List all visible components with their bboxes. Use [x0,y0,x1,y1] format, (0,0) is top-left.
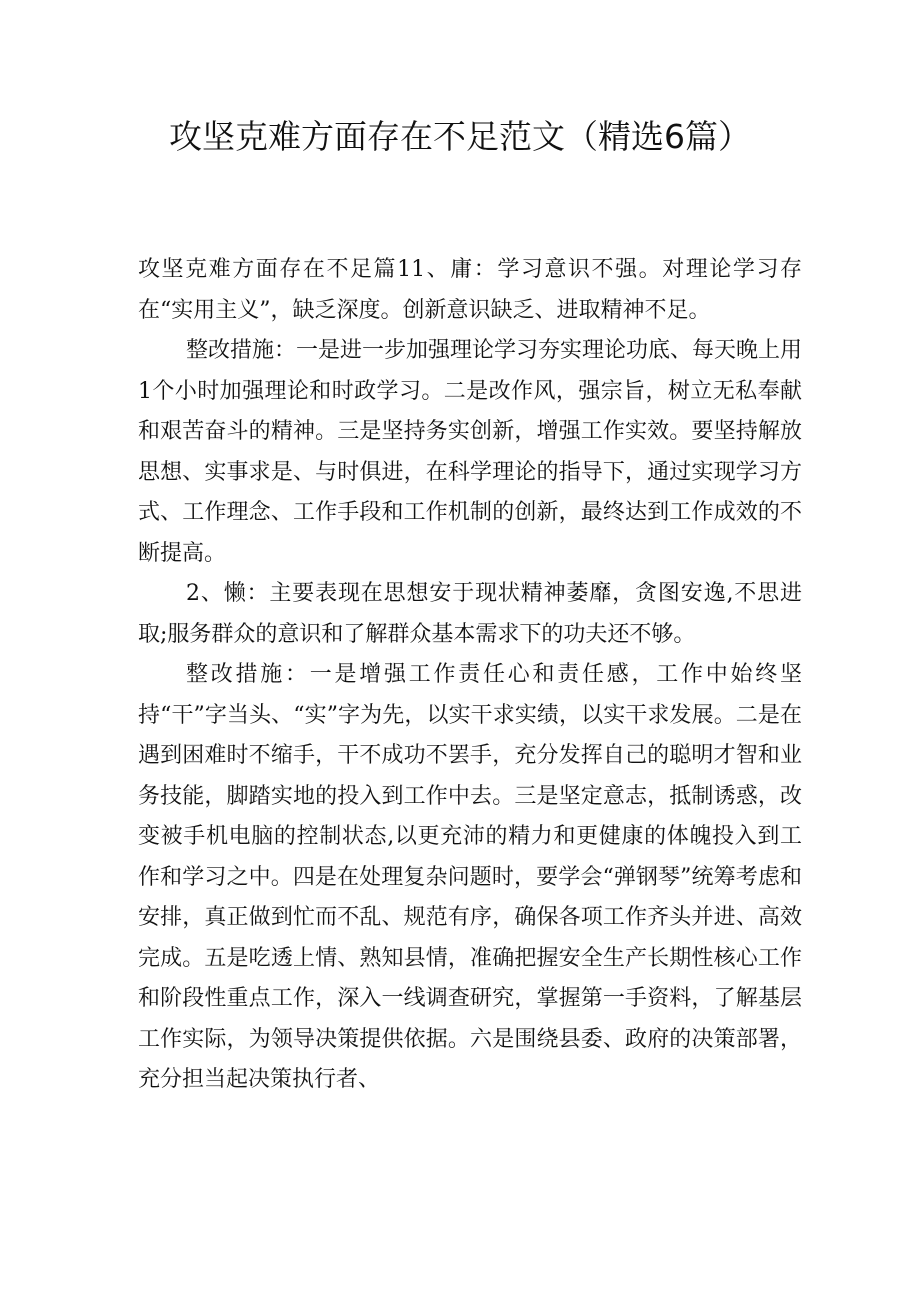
paragraph-4: 整改措施：一是增强工作责任心和责任感，工作中始终坚持“干”字当头、“实”字为先，以实干求实绩，以实干求发展。二是在遇到困难时不缩手，干不成功不罢手，充分发挥自己的聪明才智和业务技能，脚踏实地的投入到工作中去。三是坚定意志，抵制诱惑，改变被手机电脑的控制状态,以更充沛的精力和更健康的体魄投入到工作和学习之中。四是在处理复杂问题时，要学会“弹钢琴”统筹考虑和安排，真正做到忙而不乱、规范有序，确保各项工作齐头并进、高效完成。五是吃透上情、熟知县情，准确把握安全生产长期性核心工作和阶段性重点工作，深入一线调查研究，掌握第一手资料，了解基层工作实际，为领导决策提供依据。六是围绕县委、政府的决策部署，充分担当起决策执行者、 [138,662,802,1092]
document-title: 攻坚克难方面存在不足范文（精选6篇） [169,117,751,156]
paragraph-1: 攻坚克难方面存在不足篇11、庸：学习意识不强。对理论学习存在“实用主义”，缺乏深度。创新意识缺乏、进取精神不足。 [138,257,802,323]
document-body [138,250,802,1101]
paragraph-3: 2、懒：主要表现在思想安于现状精神萎靡，贪图安逸,不思进取;服务群众的意识和了解群众基本需求下的功夫还不够。 [138,581,802,647]
paragraph-2: 整改措施：一是进一步加强理论学习夯实理论功底、每天晚上用1个小时加强理论和时政学习。二是改作风，强宗旨，树立无私奉献和艰苦奋斗的精神。三是坚持务实创新，增强工作实效。要坚持解放思想、实事求是、与时俱进，在科学理论的指导下，通过实现学习方式、工作理念、工作手段和工作机制的创新，最终达到工作成效的不断提高。 [138,338,803,566]
